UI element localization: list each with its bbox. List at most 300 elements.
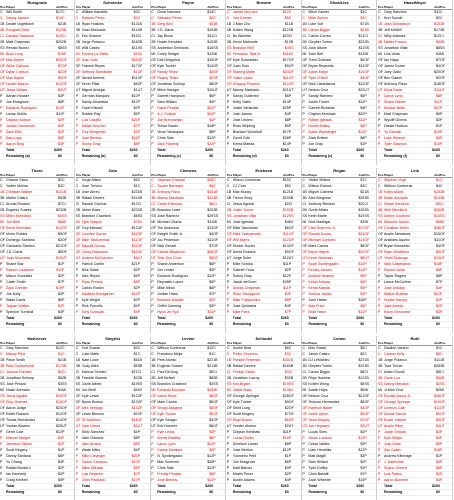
player-cell[interactable]: Salvador Perez xyxy=(157,16,182,20)
amount-cell[interactable]: $6 xyxy=(284,298,289,302)
total-row[interactable] xyxy=(151,322,225,328)
player-cell[interactable]: Kyle Wright xyxy=(81,298,100,302)
player-cell[interactable]: Jake Arrieta xyxy=(384,304,403,308)
player-cell[interactable]: Total xyxy=(81,484,90,488)
amount-cell[interactable]: $8 xyxy=(436,370,440,374)
player-cell[interactable]: Willi Castro xyxy=(81,46,100,50)
amount-cell[interactable]: $9 xyxy=(209,412,214,416)
player-cell[interactable]: Jose Berrios xyxy=(232,448,253,452)
position-cell[interactable]: CI xyxy=(378,202,382,206)
position-cell[interactable]: P xyxy=(378,118,381,122)
player-cell[interactable]: Jose Berrios xyxy=(157,478,178,482)
slot-cell[interactable]: P xyxy=(364,142,367,146)
slot-cell[interactable]: P xyxy=(213,268,216,272)
position-cell[interactable]: P xyxy=(151,100,154,104)
position-cell[interactable]: P xyxy=(151,268,154,272)
amount-cell[interactable]: $9 xyxy=(284,250,289,254)
position-cell[interactable]: P xyxy=(0,304,3,308)
amount-cell[interactable]: $3 xyxy=(360,292,365,296)
player-cell[interactable]: Rafael Montero xyxy=(6,466,31,470)
slot-cell[interactable]: OF xyxy=(364,76,370,80)
player-cell[interactable]: Domingo Santana xyxy=(6,238,35,242)
position-cell[interactable]: P xyxy=(302,460,305,464)
player-cell[interactable]: Andrew Kittredge xyxy=(384,454,412,458)
slot-cell[interactable]: P xyxy=(288,454,292,458)
amount-cell[interactable]: $9 xyxy=(58,76,62,80)
slot-cell[interactable]: P xyxy=(137,298,140,302)
slot-cell[interactable]: 3B xyxy=(137,196,142,200)
amount-cell[interactable]: $12 xyxy=(282,82,289,86)
player-cell[interactable]: Kyle Lewis xyxy=(157,430,175,434)
player-cell[interactable]: Roberto Perez xyxy=(81,16,105,20)
slot-cell[interactable]: P xyxy=(440,130,443,134)
position-cell[interactable]: P xyxy=(226,124,230,128)
amount-cell[interactable]: $16 xyxy=(358,70,365,74)
slot-cell[interactable]: 2B xyxy=(440,376,445,380)
slot-cell[interactable]: UT xyxy=(364,88,370,92)
slot-cell[interactable]: P xyxy=(288,436,292,440)
position-cell[interactable]: OF xyxy=(226,244,232,248)
position-cell[interactable]: OF xyxy=(378,70,383,74)
amount-cell[interactable]: $7 xyxy=(436,280,440,284)
position-cell[interactable]: P xyxy=(0,478,3,482)
position-cell[interactable]: OF xyxy=(0,232,5,236)
player-cell[interactable]: Jake Odorizzi xyxy=(81,436,104,440)
position-cell[interactable]: OF xyxy=(226,412,232,416)
position-cell[interactable]: P xyxy=(302,268,305,272)
amount-cell[interactable]: $3 xyxy=(436,460,440,464)
player-cell[interactable]: Tyler Naquin xyxy=(81,220,102,224)
slot-cell[interactable]: P xyxy=(288,112,292,116)
player-cell[interactable]: Nelson Cruz xyxy=(308,394,329,398)
slot-cell[interactable]: P xyxy=(288,142,292,146)
position-cell[interactable]: 2B xyxy=(151,376,156,380)
slot-cell[interactable]: P xyxy=(288,262,292,266)
amount-cell[interactable]: $8 xyxy=(360,400,365,404)
player-cell[interactable]: A.J. Pollock xyxy=(157,112,176,116)
owner-name[interactable]: Link xyxy=(410,168,420,173)
amount-cell[interactable]: $10 xyxy=(434,142,440,146)
position-cell[interactable]: SS xyxy=(0,214,5,218)
amount-cell[interactable]: $12 xyxy=(358,82,365,86)
slot-cell[interactable]: 1B xyxy=(440,190,445,194)
position-cell[interactable]: P xyxy=(226,460,230,464)
player-cell[interactable]: Remaining (f) xyxy=(384,154,407,158)
amount-cell[interactable]: $6 xyxy=(436,268,440,272)
player-cell[interactable]: Aaron Bulg xyxy=(6,142,24,146)
position-cell[interactable]: SS xyxy=(378,214,383,218)
slot-cell[interactable]: 3B xyxy=(364,28,369,32)
player-cell[interactable]: Anthony Rizzo xyxy=(384,82,408,86)
player-cell[interactable]: Justin Upton xyxy=(232,76,253,80)
position-cell[interactable]: 3B xyxy=(75,28,80,32)
amount-cell[interactable]: $1 xyxy=(436,124,440,128)
position-cell[interactable]: 2B xyxy=(302,208,307,212)
amount-cell[interactable]: $17 xyxy=(358,226,365,230)
slot-cell[interactable]: C xyxy=(364,346,367,350)
position-cell[interactable]: 2B xyxy=(0,376,5,380)
player-cell[interactable]: Kenta Maeda xyxy=(232,142,255,146)
position-cell[interactable]: OF xyxy=(302,82,308,86)
amount-cell[interactable]: $37 xyxy=(434,106,440,110)
amount-cell[interactable]: $21 xyxy=(434,292,440,296)
player-cell[interactable]: Adrian Houser xyxy=(6,94,29,98)
player-cell[interactable]: Yan Gomes xyxy=(232,16,252,20)
slot-cell[interactable]: SS xyxy=(213,214,218,218)
slot-cell[interactable]: P xyxy=(137,94,140,98)
player-cell[interactable]: Kyle Lewis xyxy=(81,394,99,398)
player-cell[interactable]: Javier Baez xyxy=(232,388,252,392)
player-cell[interactable]: Lance Lynn xyxy=(157,442,176,446)
amount-cell[interactable]: $12 xyxy=(56,430,62,434)
position-cell[interactable]: UT xyxy=(226,88,232,92)
slot-cell[interactable]: P xyxy=(213,100,216,104)
position-cell[interactable]: P xyxy=(378,304,381,308)
slot-cell[interactable]: P xyxy=(364,448,367,452)
amount-cell[interactable]: $260 xyxy=(54,148,62,152)
position-cell[interactable]: OF xyxy=(302,406,308,410)
player-cell[interactable]: Garrett Richards xyxy=(308,106,335,110)
slot-cell[interactable]: P xyxy=(288,286,292,290)
amount-cell[interactable]: $4 xyxy=(58,124,62,128)
amount-cell[interactable]: $1 xyxy=(133,70,138,74)
position-cell[interactable]: OF xyxy=(302,76,308,80)
position-cell[interactable]: P xyxy=(0,442,3,446)
player-cell[interactable]: Eduardo Rodriguez xyxy=(6,106,37,110)
amount-cell[interactable]: $2 xyxy=(209,76,214,80)
slot-cell[interactable]: SS xyxy=(288,382,294,386)
position-cell[interactable]: P xyxy=(226,454,230,458)
amount-cell[interactable]: $12 xyxy=(434,34,440,38)
amount-cell[interactable]: $8 xyxy=(209,394,214,398)
slot-cell[interactable]: P xyxy=(288,466,292,470)
player-cell[interactable]: Greg Bird xyxy=(157,22,173,26)
player-cell[interactable]: Patrick Corbin xyxy=(81,262,105,266)
player-cell[interactable]: Spencer Turnbull xyxy=(6,310,34,314)
position-cell[interactable]: P xyxy=(226,472,230,476)
slot-cell[interactable]: P xyxy=(213,130,216,134)
slot-cell[interactable]: MI xyxy=(62,220,66,224)
position-cell[interactable]: 2B xyxy=(378,208,383,212)
slot-cell[interactable]: C xyxy=(440,10,443,14)
player-cell[interactable]: Andrew Heaney xyxy=(308,274,334,278)
position-cell[interactable]: P xyxy=(75,262,78,266)
player-cell[interactable]: Yusmeiro Petit xyxy=(232,454,256,458)
amount-cell[interactable]: $1 xyxy=(209,352,214,356)
amount-cell[interactable]: $26 xyxy=(207,250,214,254)
position-cell[interactable]: 3B xyxy=(0,196,5,200)
position-cell[interactable]: OF xyxy=(226,406,232,410)
player-cell[interactable]: Chris Sale xyxy=(157,136,174,140)
position-cell[interactable]: C xyxy=(226,178,230,182)
player-cell[interactable]: Daniel Vogelbach xyxy=(6,22,34,26)
position-cell[interactable]: SS xyxy=(75,214,81,218)
slot-cell[interactable]: MI xyxy=(213,220,218,224)
position-cell[interactable]: P xyxy=(226,106,230,110)
player-cell[interactable]: Bryce Harper xyxy=(308,250,330,254)
player-cell[interactable]: Wade Davis xyxy=(6,298,26,302)
amount-cell[interactable]: $10 xyxy=(131,460,138,464)
amount-cell[interactable]: $1 xyxy=(284,454,289,458)
amount-cell[interactable]: $2 xyxy=(360,190,365,194)
amount-cell[interactable]: $7 xyxy=(58,64,62,68)
owner-name[interactable]: Ruhl xyxy=(410,336,420,341)
player-cell[interactable]: Adam Eaton xyxy=(308,70,329,74)
player-cell[interactable]: Javier Baez xyxy=(81,208,101,212)
slot-cell[interactable]: P xyxy=(364,124,367,128)
position-cell[interactable]: UT xyxy=(0,424,5,428)
amount-cell[interactable]: $11 xyxy=(283,76,289,80)
slot-cell[interactable]: OF xyxy=(288,394,294,398)
player-cell[interactable]: Chris Paddack xyxy=(81,478,105,482)
slot-cell[interactable]: OF xyxy=(213,82,219,86)
slot-cell[interactable]: OF xyxy=(288,406,294,410)
position-cell[interactable]: OF xyxy=(378,238,383,242)
position-cell[interactable]: OF xyxy=(226,58,232,62)
player-cell[interactable]: Madison Bumgarner xyxy=(81,292,114,296)
amount-cell[interactable]: $2 xyxy=(436,76,440,80)
position-cell[interactable]: P xyxy=(75,124,78,128)
position-cell[interactable]: C xyxy=(75,346,79,350)
position-cell[interactable]: P xyxy=(378,292,381,296)
position-cell[interactable]: P xyxy=(0,130,3,134)
amount-cell[interactable]: $12 xyxy=(282,10,289,14)
amount-cell[interactable]: $3 xyxy=(209,70,214,74)
player-cell[interactable]: Rafael Devers xyxy=(232,364,256,368)
slot-cell[interactable]: 2B xyxy=(288,40,294,44)
slot-cell[interactable]: C xyxy=(440,352,443,356)
slot-cell[interactable]: OF xyxy=(288,58,294,62)
player-cell[interactable]: Yadier Molina xyxy=(6,184,28,188)
player-cell[interactable]: Bryan Brosseau xyxy=(384,244,410,248)
amount-cell[interactable]: $260 xyxy=(129,484,138,488)
amount-cell[interactable]: $20 xyxy=(131,118,138,122)
player-cell[interactable]: Yoan Moncada xyxy=(6,256,30,260)
player-cell[interactable]: Daulton Varsho xyxy=(384,346,409,350)
amount-cell[interactable]: $14 xyxy=(56,16,62,20)
amount-cell[interactable]: $13 xyxy=(131,406,138,410)
amount-cell[interactable]: $17 xyxy=(434,28,440,32)
position-cell[interactable]: P xyxy=(226,142,230,146)
slot-cell[interactable]: 3B xyxy=(288,196,294,200)
amount-cell[interactable]: $6 xyxy=(360,304,365,308)
position-cell[interactable]: C xyxy=(151,346,154,350)
player-cell[interactable]: Ben Gamel xyxy=(384,76,402,80)
amount-cell[interactable]: $19 xyxy=(358,364,365,368)
position-cell[interactable]: 3B xyxy=(302,196,307,200)
amount-cell[interactable]: $8 xyxy=(360,244,365,248)
position-cell[interactable]: SS xyxy=(226,382,232,386)
amount-cell[interactable]: $2 xyxy=(58,274,62,278)
amount-cell[interactable]: $12 xyxy=(282,238,289,242)
amount-cell[interactable]: $3 xyxy=(133,298,138,302)
amount-cell[interactable]: $7 xyxy=(133,124,138,128)
slot-cell[interactable]: P xyxy=(62,274,65,278)
amount-cell[interactable]: $260 xyxy=(280,316,289,320)
slot-cell[interactable]: SS xyxy=(288,214,294,218)
position-cell[interactable]: OF xyxy=(226,418,232,422)
slot-cell[interactable]: C xyxy=(137,346,141,350)
position-cell[interactable]: OF xyxy=(226,400,232,404)
position-cell[interactable]: P xyxy=(0,142,3,146)
player-cell[interactable]: Trevor Bauer xyxy=(157,124,179,128)
slot-cell[interactable]: CI xyxy=(213,34,217,38)
player-cell[interactable]: Kurt Suzuki xyxy=(81,346,100,350)
slot-cell[interactable]: OF xyxy=(62,82,67,86)
slot-cell[interactable]: OF xyxy=(213,64,219,68)
player-cell[interactable]: Kyle Wright xyxy=(384,436,403,440)
position-cell[interactable]: P xyxy=(226,268,230,272)
player-cell[interactable]: Marcell Ozuna xyxy=(81,244,105,248)
amount-cell[interactable]: $2 xyxy=(360,460,365,464)
player-cell[interactable]: Sam Hilliard xyxy=(157,100,177,104)
amount-cell[interactable]: $12 xyxy=(358,448,365,452)
player-cell[interactable]: Garrett Hampson xyxy=(157,94,185,98)
slot-cell[interactable]: P xyxy=(137,262,140,266)
amount-cell[interactable]: $19 xyxy=(207,28,214,32)
position-cell[interactable]: P xyxy=(226,280,230,284)
position-cell[interactable]: C xyxy=(0,184,3,188)
player-cell[interactable]: Carson Kelly xyxy=(384,352,405,356)
slot-cell[interactable]: P xyxy=(288,274,292,278)
position-cell[interactable]: P xyxy=(378,430,381,434)
position-cell[interactable]: OF xyxy=(75,394,81,398)
slot-cell[interactable]: 2B xyxy=(137,40,142,44)
position-cell[interactable]: P xyxy=(378,274,381,278)
slot-cell[interactable]: P xyxy=(137,310,140,314)
player-cell[interactable]: Jose Trevino xyxy=(81,184,102,188)
amount-cell[interactable]: $9 xyxy=(436,442,440,446)
position-cell[interactable]: OF xyxy=(302,70,308,74)
position-cell[interactable]: OF xyxy=(378,58,383,62)
amount-cell[interactable]: $12 xyxy=(56,226,62,230)
amount-cell[interactable]: $15 xyxy=(282,208,289,212)
amount-cell[interactable]: $1 xyxy=(58,388,62,392)
player-cell[interactable]: Lewis Brinson xyxy=(81,412,104,416)
player-cell[interactable]: Byron Buxton xyxy=(81,400,104,404)
position-cell[interactable]: SS xyxy=(151,214,156,218)
amount-cell[interactable]: $16 xyxy=(282,436,289,440)
player-cell[interactable]: Sam Hilliard xyxy=(308,460,328,464)
slot-cell[interactable]: P xyxy=(288,478,292,482)
position-cell[interactable]: OF xyxy=(302,394,308,398)
player-cell[interactable]: Didi Gregorius xyxy=(157,58,181,62)
player-cell[interactable]: David Peralta xyxy=(157,106,179,110)
slot-cell[interactable]: MI xyxy=(440,52,444,56)
player-cell[interactable]: Joshua James xyxy=(308,292,332,296)
player-cell[interactable]: Zach Wheeler xyxy=(308,478,331,482)
slot-cell[interactable]: P xyxy=(137,448,140,452)
amount-cell[interactable]: $14 xyxy=(131,28,138,32)
amount-cell[interactable]: $8 xyxy=(284,118,289,122)
position-cell[interactable]: OF xyxy=(302,64,308,68)
position-cell[interactable]: P xyxy=(0,268,3,272)
position-cell[interactable]: CI xyxy=(226,370,231,374)
slot-cell[interactable]: P xyxy=(364,136,367,140)
position-cell[interactable]: OF xyxy=(151,412,157,416)
slot-cell[interactable]: P xyxy=(137,100,140,104)
slot-cell[interactable]: OF xyxy=(440,418,445,422)
player-cell[interactable]: Trent Grisham xyxy=(308,58,332,62)
slot-cell[interactable]: 3B xyxy=(364,196,369,200)
amount-cell[interactable]: $3 xyxy=(209,304,214,308)
slot-cell[interactable]: P xyxy=(440,442,443,446)
player-cell[interactable]: Max Scherzer xyxy=(157,460,180,464)
player-cell[interactable]: Ashley Coutinho xyxy=(384,214,411,218)
position-cell[interactable]: MI xyxy=(151,388,156,392)
position-cell[interactable]: P xyxy=(151,274,154,278)
position-cell[interactable]: OF xyxy=(151,250,157,254)
position-cell[interactable]: P xyxy=(0,274,3,278)
slot-cell[interactable]: P xyxy=(364,298,367,302)
slot-cell[interactable]: OF xyxy=(62,232,67,236)
position-cell[interactable]: P xyxy=(226,310,230,314)
amount-cell[interactable]: $3 xyxy=(58,292,62,296)
amount-cell[interactable]: $1 xyxy=(58,352,62,356)
slot-cell[interactable]: SS xyxy=(213,382,218,386)
amount-cell[interactable]: $12 xyxy=(56,412,62,416)
amount-cell[interactable]: $22 xyxy=(131,244,138,248)
slot-cell[interactable]: P xyxy=(440,298,443,302)
player-cell[interactable]: Taylor Rogers xyxy=(384,274,407,278)
position-cell[interactable]: 3B xyxy=(75,196,80,200)
slot-cell[interactable]: MI xyxy=(137,388,142,392)
position-cell[interactable]: OF xyxy=(226,250,232,254)
player-cell[interactable]: Cesar Valdez xyxy=(308,442,330,446)
slot-cell[interactable]: OF xyxy=(62,400,67,404)
slot-cell[interactable]: OF xyxy=(213,238,219,242)
position-cell[interactable]: OF xyxy=(151,76,157,80)
position-cell[interactable]: P xyxy=(226,442,230,446)
amount-cell[interactable]: $2 xyxy=(58,22,62,26)
player-cell[interactable]: William Astudillo xyxy=(81,10,108,14)
position-cell[interactable]: C xyxy=(378,10,381,14)
amount-cell[interactable]: $260 xyxy=(432,316,440,320)
amount-cell[interactable]: $23 xyxy=(358,250,365,254)
amount-cell[interactable]: $4 xyxy=(209,232,214,236)
position-cell[interactable]: C xyxy=(151,178,154,182)
player-cell[interactable]: Austin Hays xyxy=(308,388,328,392)
owner-name[interactable]: Schoenke xyxy=(103,0,123,5)
amount-cell[interactable]: $6 xyxy=(284,94,289,98)
amount-cell[interactable]: $3 xyxy=(209,256,214,260)
position-cell[interactable]: P xyxy=(0,112,3,116)
player-cell[interactable]: Omar Narvaez xyxy=(157,10,181,14)
player-cell[interactable]: Robbie Ray xyxy=(81,112,101,116)
slot-cell[interactable]: P xyxy=(440,454,443,458)
player-cell[interactable]: Victor Robles xyxy=(6,232,28,236)
slot-cell[interactable]: P xyxy=(62,478,65,482)
amount-cell[interactable]: $0 xyxy=(360,154,365,158)
player-cell[interactable]: Anthony Rendon xyxy=(308,202,336,206)
player-cell[interactable]: Trey Mancini xyxy=(81,226,103,230)
slot-cell[interactable]: P xyxy=(440,274,443,278)
slot-cell[interactable]: OF xyxy=(440,232,445,236)
slot-cell[interactable]: OF xyxy=(364,418,370,422)
slot-cell[interactable]: OF xyxy=(137,58,143,62)
amount-cell[interactable]: $19 xyxy=(358,214,365,218)
amount-cell[interactable]: $11 xyxy=(434,406,440,410)
position-cell[interactable]: OF xyxy=(226,64,232,68)
player-cell[interactable]: Jose Peraza xyxy=(6,382,26,386)
slot-cell[interactable]: OF xyxy=(62,250,67,254)
position-cell[interactable]: CI xyxy=(226,202,231,206)
position-cell[interactable]: MI xyxy=(75,52,80,56)
player-cell[interactable]: Tony Gonsolin xyxy=(81,310,105,314)
slot-cell[interactable]: OF xyxy=(440,238,445,242)
position-cell[interactable]: P xyxy=(75,106,78,110)
position-cell[interactable]: P xyxy=(0,448,3,452)
